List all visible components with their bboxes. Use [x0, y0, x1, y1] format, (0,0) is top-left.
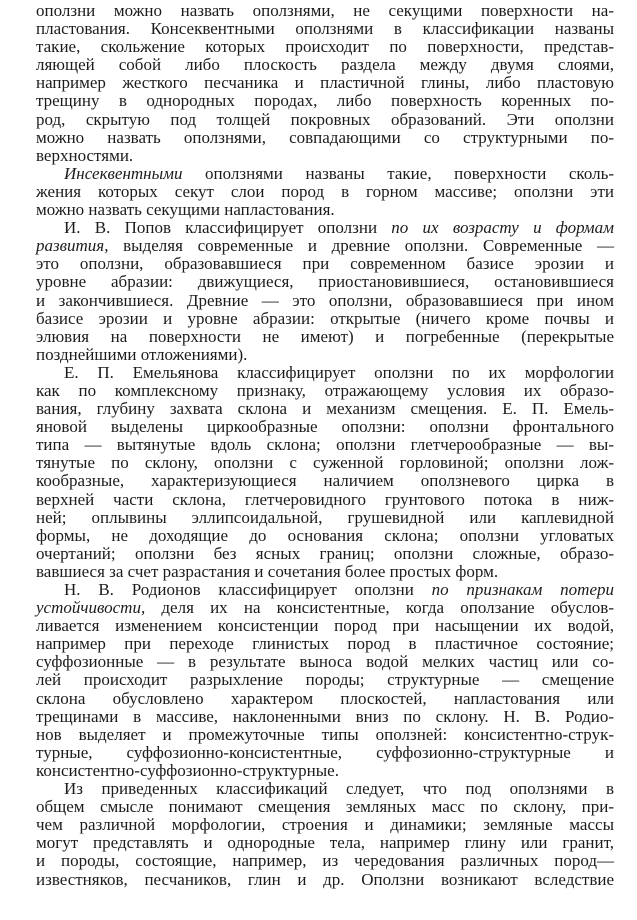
text-line [36, 165, 614, 183]
text-line [36, 798, 614, 816]
text-segment: суффозионные — в результате выноса водой мелких частиц или со- [36, 652, 614, 672]
text-line [36, 56, 614, 74]
text-line [36, 237, 614, 255]
text-segment: можно назвать оползнями, совпадающими со структурными по- [36, 127, 614, 147]
text-line [36, 273, 614, 291]
text-segment: можно назвать секущими напластования. [36, 200, 335, 220]
text-segment: как по комплексному признаку, отражающему условия их образо- [36, 380, 614, 400]
text-segment: нов выделяет и промежуточные типы оползней: консистентно-струк- [36, 724, 614, 744]
text-line [36, 816, 614, 834]
text-line [36, 219, 614, 237]
text-line [36, 509, 614, 527]
text-segment: базисе эрозии и уровне абразии: открытые (ничего кроме почвы и [36, 308, 614, 328]
text-segment: например при переходе глинистых пород в пластичное состояние; [36, 634, 614, 654]
text-line [36, 834, 614, 852]
text-segment: Из приведенных классификаций следует, что под оползнями в [64, 779, 614, 799]
document-page [36, 2, 614, 889]
text-segment: ливается изменением консистенции пород при насыщении их водой, [36, 616, 614, 636]
text-segment: ней; оплывины эллипсоидальной, грушевидной или каплевидной [36, 507, 614, 527]
text-line [36, 545, 614, 563]
text-line [36, 418, 614, 436]
italic-emphasis: по признакам потери [431, 580, 614, 599]
text-line [36, 20, 614, 38]
text-line [36, 527, 614, 545]
text-line [36, 653, 614, 671]
italic-emphasis: устойчивости, [36, 598, 146, 618]
text-line [36, 2, 614, 20]
text-line [36, 617, 614, 635]
text-line [36, 744, 614, 762]
text-segment: верхней части склона, глетчеровидного грунтового потока в ниж- [36, 489, 614, 509]
text-segment: турные, суффозионно-консистентные, суффозионно-структурные и [36, 742, 614, 762]
text-line [36, 635, 614, 653]
text-segment: чем различной морфологии, строения и динамики; земляные массы [36, 815, 614, 835]
text-segment: род, скрытую под толщей покровных образований. Эти оползни [36, 109, 614, 129]
text-line [36, 472, 614, 490]
text-line [36, 563, 614, 581]
text-line [36, 454, 614, 472]
text-segment: вавшиеся за счет разрастания и сочетания более простых форм. [36, 561, 499, 581]
text-segment: и закончившиеся. Древние — это оползни, образовавшиеся при ином [36, 290, 614, 310]
text-segment: жения которых секут слои пород в горном массиве; оползни эти [36, 181, 614, 201]
text-segment: консистентно-суффозионно-структурные. [36, 760, 339, 780]
text-segment: могут представлять и однородные тела, например глину или гранит, [36, 833, 614, 853]
text-line [36, 364, 614, 382]
text-line [36, 581, 614, 599]
italic-emphasis: Инсеквентными [64, 163, 183, 183]
text-line [36, 400, 614, 418]
text-line [36, 74, 614, 92]
text-segment: склона обусловлено характером плоскостей, напластования или [36, 688, 614, 708]
text-line [36, 255, 614, 273]
text-segment: и породы, состоящие, например, из чередования различных пород— [36, 851, 614, 871]
text-segment: элювия на поверхности не имеют) и погребенные (перекрытые [36, 326, 614, 346]
text-segment: яновой выделены циркообразные оползни: оползни фронтального [36, 417, 614, 437]
text-line [36, 201, 614, 219]
text-line [36, 346, 614, 364]
text-line [36, 328, 614, 346]
text-segment: например жесткого песчаника и пластичной глины, либо пластовую [36, 73, 614, 93]
text-segment: деля их на консистентные, когда оползание обуслов- [145, 598, 614, 618]
text-segment: верхностями. [36, 145, 134, 165]
text-segment: формы, не доходящие до основания склона; оползни угловатых [36, 525, 614, 545]
text-segment: оползнями названы такие, поверхности сколь- [182, 163, 614, 183]
text-line [36, 671, 614, 689]
text-segment: Н. В. Родионов классифицирует оползни [64, 580, 432, 599]
text-line [36, 599, 614, 617]
text-segment: позднейшими отложениями). [36, 344, 248, 364]
text-line [36, 762, 614, 780]
text-segment: трещинами в массиве, наклоненными вниз по склону. Н. В. Родио- [36, 706, 614, 726]
text-line [36, 147, 614, 165]
text-line [36, 708, 614, 726]
text-segment: очертаний; оползни без ясных границ; оползни сложные, образо- [36, 543, 614, 563]
text-line [36, 129, 614, 147]
text-segment: пластования. Консеквентными оползнями в классификации названы [36, 19, 614, 39]
italic-emphasis: развития, [36, 236, 109, 256]
text-line [36, 852, 614, 870]
text-segment: типа — вытянутые вдоль склона; оползни глетчерообразные — вы- [36, 435, 614, 455]
text-segment: общем смысле понимают смещения земляных масс по склону, при- [36, 797, 614, 817]
text-segment: такие, скольжение которых происходит по поверхности, представ- [36, 37, 614, 57]
text-segment: вания, глубину захвата склона и механизм смещения. Е. П. Емель- [36, 399, 614, 419]
text-line [36, 491, 614, 509]
text-segment: кообразные, характеризующиеся наличием оползневого цирка в [36, 471, 614, 491]
text-line [36, 726, 614, 744]
text-segment: оползни можно назвать оползнями, не секущими поверхности на- [36, 1, 614, 20]
text-line [36, 310, 614, 328]
text-segment: трещину в однородных породах, либо поверхность коренных по- [36, 91, 614, 111]
text-line [36, 183, 614, 201]
text-segment: лей происходит разрыхление породы; структурные — смещение [36, 670, 614, 690]
text-line [36, 690, 614, 708]
text-segment: тянутые по склону, оползни с суженной горловиной; оползни лож- [36, 453, 614, 473]
text-segment: это оползни, образовавшиеся при современном базисе эрозии и [36, 254, 614, 274]
text-segment: уровне абразии: движущиеся, приостановившиеся, остановившиеся [36, 272, 614, 292]
text-line [36, 38, 614, 56]
italic-emphasis: по их возрасту и формам [391, 218, 614, 238]
text-segment: И. В. Попов классифицирует оползни [64, 218, 392, 238]
text-segment: известняков, песчаников, глин и др. Оползни возникают вследствие [36, 869, 614, 889]
text-line [36, 292, 614, 310]
text-segment: ляющей собой либо плоскость раздела между двумя слоями, [36, 55, 614, 75]
text-line [36, 111, 614, 129]
text-segment: выделяя современные и древние оползни. Современные — [108, 236, 614, 256]
text-line [36, 436, 614, 454]
text-line [36, 382, 614, 400]
text-segment: Е. П. Емельянова классифицирует оползни по их морфологии [64, 362, 614, 382]
text-line [36, 780, 614, 798]
text-line [36, 92, 614, 110]
text-line [36, 871, 614, 889]
